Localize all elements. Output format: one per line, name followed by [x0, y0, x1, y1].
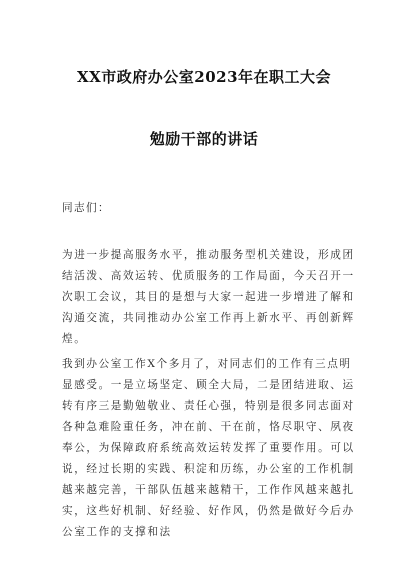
paragraph-2: 我到办公室工作X个多月了，对同志们的工作有三点明显感受。一是立场坚定、顾全大局，二是团结进取、运转有序三是勤勉敬业、责任心强，特别是很多同志面对各种急难险重任务，冲在前、干在前，恪尽职守、夙夜奉公，为保障政府系统高效运转发挥了重要作用。可以说，经过长期的实践、积淀和历练，办公室的工作机制越来越完善，干部队伍越来越精干，工作作风越来越扎实，这些好机制、好经验、好作风，仍然是做好今后办公室工作的支撑和法	[62, 358, 355, 538]
document-title-line2: 勉励干部的讲话	[149, 130, 259, 148]
document-title-line1: XX市政府办公室2023年在职工大会	[76, 68, 332, 86]
salutation: 同志们：	[62, 202, 110, 214]
paragraph-1: 为进一步提高服务水平，推动服务型机关建设，形成团结活泼、高效运转、优质服务的工作局面，今天召开一次职工会议，其目的是想与大家一起进一步增进了解和沟通交流，共同推动办公室工作再上新水平、再创新辉煌。	[62, 249, 355, 345]
